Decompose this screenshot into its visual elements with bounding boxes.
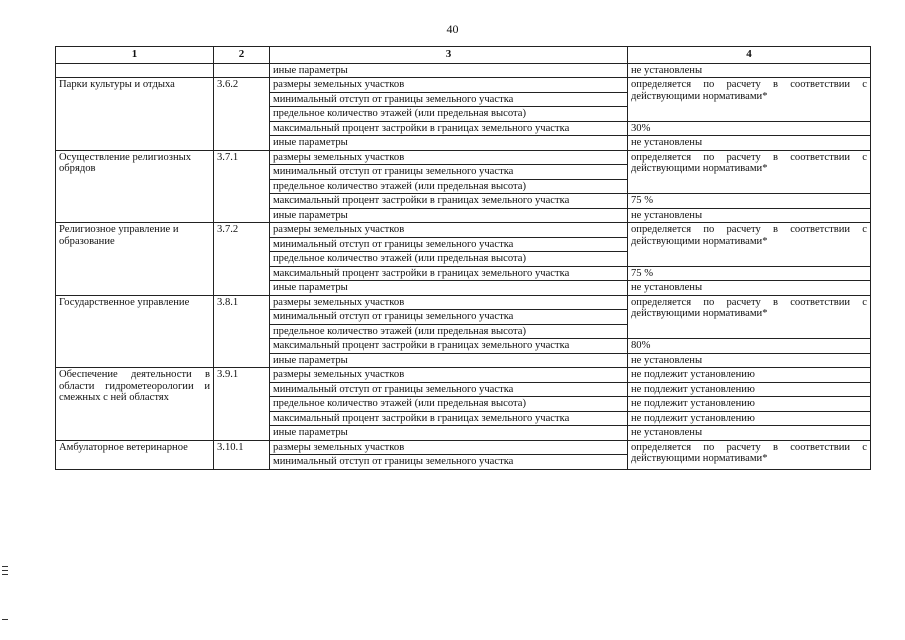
param-value: определяется по расчету в соответствии с действующими нормативами*: [628, 150, 871, 194]
param-other: иные параметры: [270, 63, 628, 78]
param-floors: предельное количество этажей (или предельная высота): [270, 252, 628, 267]
table-row: [56, 150, 871, 165]
param-other: иные параметры: [270, 281, 628, 296]
header-col-3: 3: [270, 47, 628, 64]
param-value: не подлежит установлению: [628, 411, 871, 426]
param-value: определяется по расчету в соответствии с действующими нормативами*: [628, 223, 871, 267]
param-value: не установлены: [628, 426, 871, 441]
table-row: [56, 295, 871, 310]
param-floors: предельное количество этажей (или предельная высота): [270, 179, 628, 194]
use-code: 3.6.2: [214, 78, 270, 151]
table-row: [56, 440, 871, 455]
param-sizes: размеры земельных участков: [270, 440, 628, 455]
header-col-2: 2: [214, 47, 270, 64]
use-name: Парки культуры и отдыха: [56, 78, 214, 151]
param-other: иные параметры: [270, 136, 628, 151]
param-floors: предельное количество этажей (или предельная высота): [270, 324, 628, 339]
param-value: не подлежит установлению: [628, 382, 871, 397]
param-sizes: размеры земельных участков: [270, 150, 628, 165]
param-sizes: размеры земельных участков: [270, 295, 628, 310]
param-value: определяется по расчету в соответствии с действующими нормативами*: [628, 78, 871, 122]
param-value: не подлежит установлению: [628, 397, 871, 412]
header-col-1: 1: [56, 47, 214, 64]
param-value: определяется по расчету в соответствии с действующими нормативами*: [628, 295, 871, 339]
param-value: не установлены: [628, 281, 871, 296]
table-row: [56, 368, 871, 383]
param-value: 75 %: [628, 194, 871, 209]
use-code: 3.8.1: [214, 295, 270, 368]
param-setback: минимальный отступ от границы земельного участка: [270, 382, 628, 397]
regulations-table: [55, 46, 871, 470]
table-row: [56, 78, 871, 93]
param-coverage: максимальный процент застройки в границах земельного участка: [270, 194, 628, 209]
use-name: Амбулаторное ветеринарное: [56, 440, 214, 469]
param-value: не установлены: [628, 353, 871, 368]
param-coverage: максимальный процент застройки в границах земельного участка: [270, 339, 628, 354]
param-other: иные параметры: [270, 353, 628, 368]
table-header-row: [56, 47, 871, 64]
param-setback: минимальный отступ от границы земельного участка: [270, 455, 628, 470]
use-code: 3.10.1: [214, 440, 270, 469]
param-sizes: размеры земельных участков: [270, 78, 628, 93]
param-value: не подлежит установлению: [628, 368, 871, 383]
param-sizes: размеры земельных участков: [270, 223, 628, 238]
param-coverage: максимальный процент застройки в границах земельного участка: [270, 411, 628, 426]
margin-marks: [2, 566, 8, 580]
param-setback: минимальный отступ от границы земельного участка: [270, 310, 628, 325]
use-code: 3.9.1: [214, 368, 270, 441]
use-name: Осуществление религиозных обрядов: [56, 150, 214, 223]
table-row: [56, 223, 871, 238]
margin-mark: [2, 619, 8, 621]
param-value: определяется по расчету в соответствии с действующими нормативами*: [628, 440, 871, 469]
param-value: не установлены: [628, 136, 871, 151]
param-sizes: размеры земельных участков: [270, 368, 628, 383]
page-number: 40: [446, 22, 459, 36]
param-value: 75 %: [628, 266, 871, 281]
table-row: [56, 63, 871, 78]
param-value: не установлены: [628, 208, 871, 223]
empty-cell: [214, 63, 270, 78]
param-other: иные параметры: [270, 426, 628, 441]
param-other: иные параметры: [270, 208, 628, 223]
header-col-4: 4: [628, 47, 871, 64]
param-floors: предельное количество этажей (или предельная высота): [270, 107, 628, 122]
empty-cell: [56, 63, 214, 78]
use-name: Религиозное управление и образование: [56, 223, 214, 296]
param-coverage: максимальный процент застройки в границах земельного участка: [270, 121, 628, 136]
param-coverage: максимальный процент застройки в границах земельного участка: [270, 266, 628, 281]
param-floors: предельное количество этажей (или предельная высота): [270, 397, 628, 412]
param-setback: минимальный отступ от границы земельного участка: [270, 237, 628, 252]
use-name: Обеспечение деятельности в области гидрометеорологии и смежных с ней областях: [56, 368, 214, 441]
use-code: 3.7.1: [214, 150, 270, 223]
param-setback: минимальный отступ от границы земельного участка: [270, 92, 628, 107]
use-code: 3.7.2: [214, 223, 270, 296]
param-value: 30%: [628, 121, 871, 136]
param-value: 80%: [628, 339, 871, 354]
param-value: не установлены: [628, 63, 871, 78]
use-name: Государственное управление: [56, 295, 214, 368]
param-setback: минимальный отступ от границы земельного участка: [270, 165, 628, 180]
